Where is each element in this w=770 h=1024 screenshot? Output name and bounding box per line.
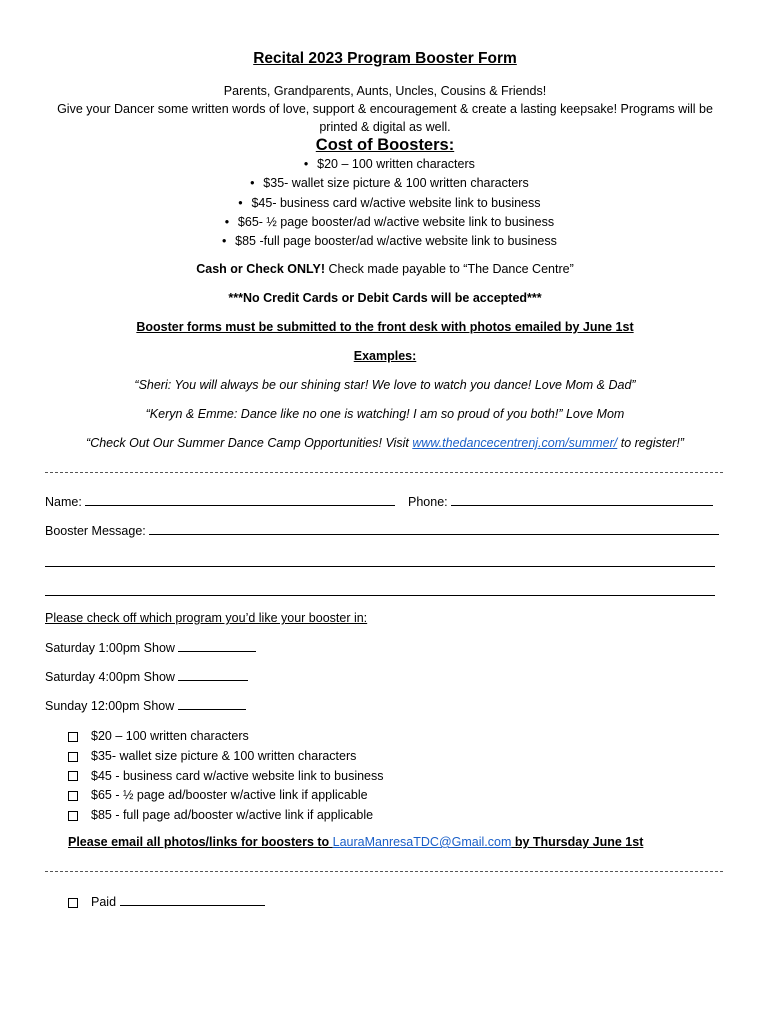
checkbox[interactable]	[68, 791, 78, 801]
email-note: Please email all photos/links for boosters to LauraManresaTDC@Gmail.com by Thursday June 1st	[68, 835, 644, 849]
paid-row: Paid	[68, 894, 265, 909]
name-row: Name:	[45, 494, 395, 509]
cost-item: • $45- business card w/active website link to business	[0, 194, 770, 213]
cost-list	[0, 155, 770, 251]
message-field[interactable]	[149, 523, 719, 535]
show-row: Saturday 1:00pm Show	[45, 640, 256, 655]
camp-link[interactable]: www.thedancecentrenj.com/summer/	[412, 436, 618, 450]
paid-field[interactable]	[120, 894, 265, 906]
cost-item: • $65- ½ page booster/ad w/active website link to business	[0, 213, 770, 232]
option-item: $20 – 100 written characters	[68, 727, 384, 747]
example-2: “Keryn & Emme: Dance like no one is watching! I am so proud of you both!” Love Mom	[145, 407, 625, 421]
divider	[45, 871, 723, 872]
checkbox[interactable]	[68, 811, 78, 821]
cost-item: • $85 -full page booster/ad w/active website link to business	[0, 232, 770, 251]
cost-item: • $35- wallet size picture & 100 written characters	[0, 174, 770, 193]
no-cards-note: ***No Credit Cards or Debit Cards will be accepted***	[228, 291, 542, 305]
message-line-2[interactable]	[45, 566, 715, 567]
option-item: $65 - ½ page ad/booster w/active link if applicable	[68, 786, 384, 806]
example-1: “Sheri: You will always be our shining star! We love to watch you dance! Love Mom & Dad”	[134, 378, 636, 392]
examples-heading: Examples:	[353, 349, 417, 363]
checkbox[interactable]	[68, 752, 78, 762]
page-title: Recital 2023 Program Booster Form	[253, 50, 517, 67]
message-line-3[interactable]	[45, 595, 715, 596]
cost-item: • $20 – 100 written characters	[0, 155, 770, 174]
intro	[45, 82, 725, 136]
checkbox[interactable]	[68, 732, 78, 742]
name-field[interactable]	[85, 494, 395, 506]
checkbox[interactable]	[68, 898, 78, 908]
phone-field[interactable]	[451, 494, 713, 506]
message-row: Booster Message:	[45, 523, 719, 538]
phone-row: Phone:	[408, 494, 713, 509]
program-prompt: Please check off which program you’d like your booster in:	[45, 611, 368, 625]
option-list	[68, 727, 384, 826]
cost-heading: Cost of Boosters:	[315, 136, 455, 154]
show-field[interactable]	[178, 640, 256, 652]
intro-line-2: Give your Dancer some written words of love, support & encouragement & create a lasting keepsake! Programs will be printed & digital as well.	[57, 102, 713, 134]
option-item: $85 - full page ad/booster w/active link if applicable	[68, 806, 384, 826]
show-row: Saturday 4:00pm Show	[45, 669, 248, 684]
show-row: Sunday 12:00pm Show	[45, 698, 246, 713]
checkbox[interactable]	[68, 771, 78, 781]
show-field[interactable]	[178, 669, 248, 681]
show-field[interactable]	[178, 698, 246, 710]
payment-note: Cash or Check ONLY! Check made payable to “The Dance Centre”	[196, 262, 574, 276]
option-item: $35- wallet size picture & 100 written characters	[68, 747, 384, 767]
example-3: “Check Out Our Summer Dance Camp Opportunities! Visit www.thedancecentrenj.com/summer/ to register!”	[86, 436, 684, 450]
deadline-note: Booster forms must be submitted to the front desk with photos emailed by June 1st	[136, 320, 634, 334]
intro-line-1: Parents, Grandparents, Aunts, Uncles, Cousins & Friends!	[223, 84, 547, 98]
option-item: $45 - business card w/active website link to business	[68, 767, 384, 787]
divider	[45, 472, 723, 473]
email-link[interactable]: LauraManresaTDC@Gmail.com	[332, 835, 512, 849]
